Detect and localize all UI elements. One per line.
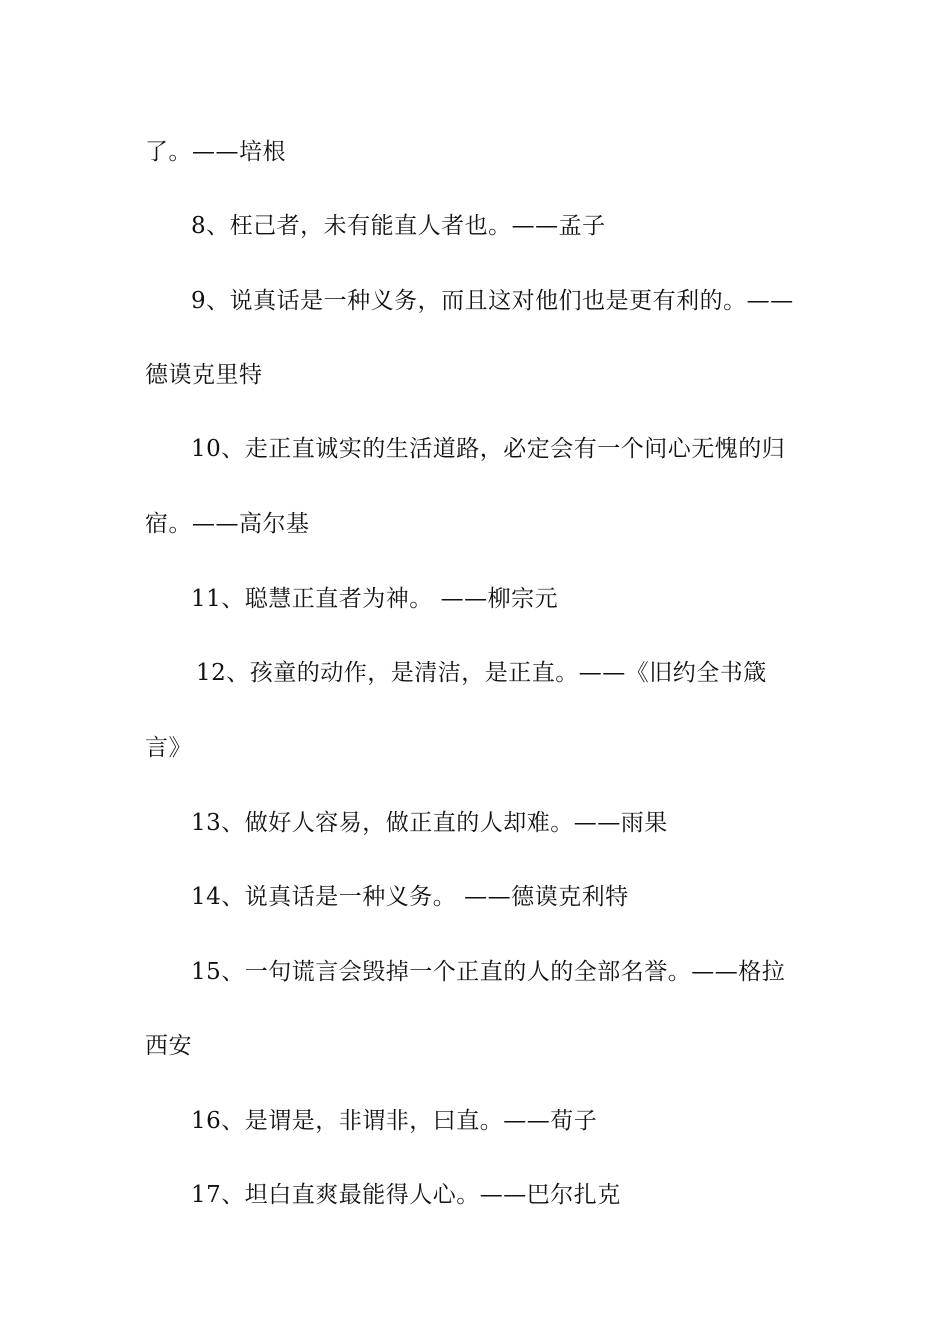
quote-10: 10、走正直诚实的生活道路，必定会有一个问心无愧的归 xyxy=(191,436,786,462)
quote-17: 17、坦白直爽最能得人心。——巴尔扎克 xyxy=(191,1182,621,1208)
quote-11: 11、聪慧正直者为神。 ——柳宗元 xyxy=(191,586,559,612)
quote-15-continuation: 西安 xyxy=(145,1033,192,1059)
quote-12-continuation: 言》 xyxy=(145,735,192,761)
quote-13: 13、做好人容易，做正直的人却难。——雨果 xyxy=(191,810,668,836)
quote-16: 16、是谓是，非谓非，曰直。——荀子 xyxy=(191,1108,598,1134)
quote-14: 14、说真话是一种义务。 ——德谟克利特 xyxy=(191,884,629,910)
quote-12: 12、孩童的动作，是清洁，是正直。——《旧约全书箴 xyxy=(196,660,767,686)
quote-8: 8、枉己者，未有能直人者也。——孟子 xyxy=(191,213,606,239)
quote-9: 9、说真话是一种义务，而且这对他们也是更有利的。—— xyxy=(191,288,794,314)
quote-9-continuation: 德谟克里特 xyxy=(145,362,263,388)
quote-15: 15、一句谎言会毁掉一个正直的人的全部名誉。——格拉 xyxy=(191,959,786,985)
quote-7-continuation: 了。——培根 xyxy=(145,139,286,165)
quote-10-continuation: 宿。——高尔基 xyxy=(145,511,310,537)
